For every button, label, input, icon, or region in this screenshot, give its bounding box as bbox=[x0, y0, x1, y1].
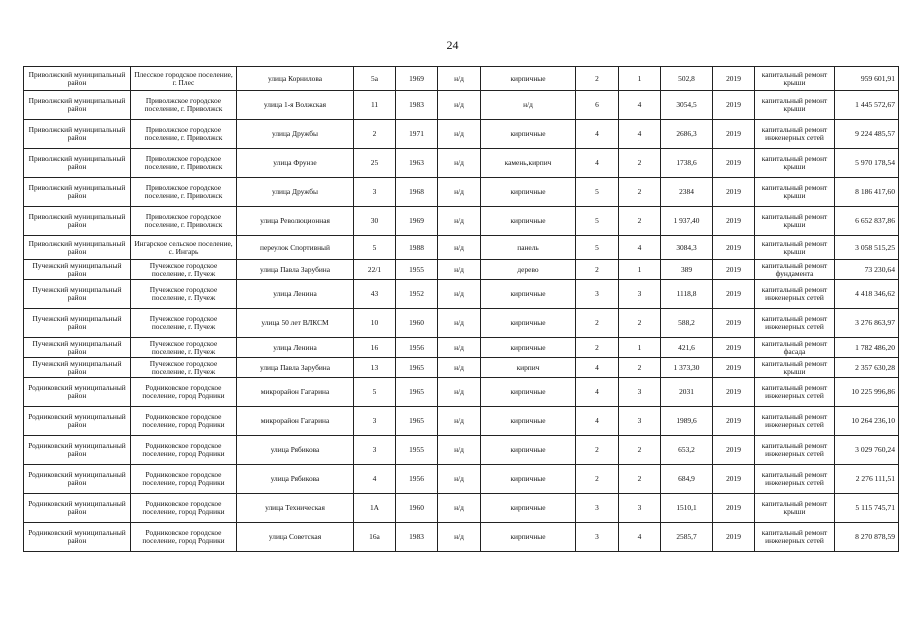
settlement-cell: Пучежское городское поселение, г. Пучеж bbox=[131, 309, 237, 338]
build-year-cell: 1968 bbox=[396, 178, 438, 207]
settlement-cell: Приволжское городское поселение, г. Приволжск bbox=[131, 207, 237, 236]
build-year-cell: 1965 bbox=[396, 358, 438, 378]
floors-cell: 5 bbox=[576, 178, 619, 207]
entrances-cell: 3 bbox=[619, 407, 661, 436]
house-number-cell: 2 bbox=[354, 120, 396, 149]
area-cell: 1738,6 bbox=[661, 149, 713, 178]
district-cell: Родниковский муниципальный район bbox=[24, 378, 131, 407]
work-type-cell: капитальный ремонт фундамента bbox=[755, 260, 835, 280]
floors-cell: 4 bbox=[576, 149, 619, 178]
street-cell: микрорайон Гагарина bbox=[237, 407, 354, 436]
settlement-cell: Ингарское сельское поселение, с. Ингарь bbox=[131, 236, 237, 260]
work-type-cell: капитальный ремонт крыши bbox=[755, 178, 835, 207]
plan-year-cell: 2019 bbox=[713, 407, 755, 436]
house-number-cell: 3 bbox=[354, 407, 396, 436]
area-cell: 3084,3 bbox=[661, 236, 713, 260]
house-number-cell: 16а bbox=[354, 523, 396, 552]
wall-material-cell: кирпичные bbox=[481, 523, 576, 552]
table-row bbox=[24, 338, 899, 358]
cost-cell: 5 115 745,71 bbox=[835, 494, 899, 523]
cost-cell: 10 264 236,10 bbox=[835, 407, 899, 436]
entrances-cell: 3 bbox=[619, 378, 661, 407]
work-type-cell: капитальный ремонт крыши bbox=[755, 67, 835, 91]
cost-cell: 959 601,91 bbox=[835, 67, 899, 91]
plan-year-cell: 2019 bbox=[713, 338, 755, 358]
cost-cell: 6 652 837,86 bbox=[835, 207, 899, 236]
work-type-cell: капитальный ремонт инженерных сетей bbox=[755, 465, 835, 494]
plan-year-cell: 2019 bbox=[713, 120, 755, 149]
district-cell: Приволжский муниципальный район bbox=[24, 67, 131, 91]
settlement-cell: Пучежское городское поселение, г. Пучеж bbox=[131, 338, 237, 358]
wall-material-cell: кирпичные bbox=[481, 178, 576, 207]
table-row bbox=[24, 407, 899, 436]
build-year-cell: 1963 bbox=[396, 149, 438, 178]
build-year-cell: 1960 bbox=[396, 309, 438, 338]
work-type-cell: капитальный ремонт инженерных сетей bbox=[755, 309, 835, 338]
plan-year-cell: 2019 bbox=[713, 236, 755, 260]
district-cell: Приволжский муниципальный район bbox=[24, 207, 131, 236]
street-cell: улица 50 лет ВЛКСМ bbox=[237, 309, 354, 338]
floors-cell: 2 bbox=[576, 260, 619, 280]
wall-material-cell: панель bbox=[481, 236, 576, 260]
district-cell: Приволжский муниципальный район bbox=[24, 149, 131, 178]
house-number-cell: 5 bbox=[354, 378, 396, 407]
cost-cell: 8 270 878,59 bbox=[835, 523, 899, 552]
work-type-cell: капитальный ремонт инженерных сетей bbox=[755, 436, 835, 465]
entrances-cell: 4 bbox=[619, 120, 661, 149]
cost-cell: 10 225 996,86 bbox=[835, 378, 899, 407]
plan-year-cell: 2019 bbox=[713, 436, 755, 465]
area-cell: 421,6 bbox=[661, 338, 713, 358]
area-cell: 588,2 bbox=[661, 309, 713, 338]
area-cell: 3054,5 bbox=[661, 91, 713, 120]
extra-cell: н/д bbox=[438, 149, 481, 178]
entrances-cell: 3 bbox=[619, 280, 661, 309]
cost-cell: 3 058 515,25 bbox=[835, 236, 899, 260]
cost-cell: 8 186 417,60 bbox=[835, 178, 899, 207]
cost-cell: 73 230,64 bbox=[835, 260, 899, 280]
build-year-cell: 1983 bbox=[396, 91, 438, 120]
wall-material-cell: кирпичные bbox=[481, 280, 576, 309]
extra-cell: н/д bbox=[438, 178, 481, 207]
entrances-cell: 1 bbox=[619, 67, 661, 91]
area-cell: 2686,3 bbox=[661, 120, 713, 149]
district-cell: Пучежский муниципальный район bbox=[24, 260, 131, 280]
cost-cell: 5 970 178,54 bbox=[835, 149, 899, 178]
settlement-cell: Родниковское городское поселение, город Родники bbox=[131, 378, 237, 407]
settlement-cell: Пучежское городское поселение, г. Пучеж bbox=[131, 260, 237, 280]
extra-cell: н/д bbox=[438, 260, 481, 280]
table-row bbox=[24, 358, 899, 378]
house-number-cell: 13 bbox=[354, 358, 396, 378]
entrances-cell: 4 bbox=[619, 91, 661, 120]
area-cell: 1118,8 bbox=[661, 280, 713, 309]
plan-year-cell: 2019 bbox=[713, 260, 755, 280]
floors-cell: 2 bbox=[576, 436, 619, 465]
settlement-cell: Приволжское городское поселение, г. Приволжск bbox=[131, 120, 237, 149]
district-cell: Пучежский муниципальный район bbox=[24, 338, 131, 358]
street-cell: улица Дружбы bbox=[237, 178, 354, 207]
wall-material-cell: камень,кирпич bbox=[481, 149, 576, 178]
area-cell: 389 bbox=[661, 260, 713, 280]
settlement-cell: Приволжское городское поселение, г. Приволжск bbox=[131, 91, 237, 120]
district-cell: Приволжский муниципальный район bbox=[24, 91, 131, 120]
settlement-cell: Родниковское городское поселение, город Родники bbox=[131, 523, 237, 552]
floors-cell: 2 bbox=[576, 309, 619, 338]
house-number-cell: 25 bbox=[354, 149, 396, 178]
entrances-cell: 1 bbox=[619, 260, 661, 280]
table-row bbox=[24, 91, 899, 120]
table-row bbox=[24, 378, 899, 407]
extra-cell: н/д bbox=[438, 436, 481, 465]
floors-cell: 2 bbox=[576, 465, 619, 494]
entrances-cell: 2 bbox=[619, 178, 661, 207]
entrances-cell: 4 bbox=[619, 236, 661, 260]
extra-cell: н/д bbox=[438, 494, 481, 523]
floors-cell: 3 bbox=[576, 523, 619, 552]
table-row bbox=[24, 260, 899, 280]
area-cell: 2384 bbox=[661, 178, 713, 207]
work-type-cell: капитальный ремонт крыши bbox=[755, 207, 835, 236]
extra-cell: н/д bbox=[438, 378, 481, 407]
settlement-cell: Родниковское городское поселение, город Родники bbox=[131, 494, 237, 523]
table-row bbox=[24, 178, 899, 207]
area-cell: 684,9 bbox=[661, 465, 713, 494]
district-cell: Пучежский муниципальный район bbox=[24, 309, 131, 338]
floors-cell: 4 bbox=[576, 407, 619, 436]
build-year-cell: 1955 bbox=[396, 436, 438, 465]
housing-repair-table bbox=[23, 66, 899, 552]
work-type-cell: капитальный ремонт инженерных сетей bbox=[755, 280, 835, 309]
house-number-cell: 43 bbox=[354, 280, 396, 309]
plan-year-cell: 2019 bbox=[713, 309, 755, 338]
plan-year-cell: 2019 bbox=[713, 280, 755, 309]
area-cell: 1510,1 bbox=[661, 494, 713, 523]
cost-cell: 9 224 485,57 bbox=[835, 120, 899, 149]
house-number-cell: 5а bbox=[354, 67, 396, 91]
cost-cell: 3 276 863,97 bbox=[835, 309, 899, 338]
build-year-cell: 1988 bbox=[396, 236, 438, 260]
build-year-cell: 1965 bbox=[396, 407, 438, 436]
extra-cell: н/д bbox=[438, 465, 481, 494]
work-type-cell: капитальный ремонт крыши bbox=[755, 91, 835, 120]
floors-cell: 3 bbox=[576, 280, 619, 309]
table-body bbox=[24, 67, 899, 552]
table-row bbox=[24, 465, 899, 494]
plan-year-cell: 2019 bbox=[713, 91, 755, 120]
entrances-cell: 2 bbox=[619, 207, 661, 236]
table-row bbox=[24, 67, 899, 91]
plan-year-cell: 2019 bbox=[713, 494, 755, 523]
plan-year-cell: 2019 bbox=[713, 358, 755, 378]
table-row bbox=[24, 236, 899, 260]
extra-cell: н/д bbox=[438, 207, 481, 236]
build-year-cell: 1965 bbox=[396, 378, 438, 407]
floors-cell: 5 bbox=[576, 207, 619, 236]
plan-year-cell: 2019 bbox=[713, 465, 755, 494]
extra-cell: н/д bbox=[438, 309, 481, 338]
area-cell: 2031 bbox=[661, 378, 713, 407]
house-number-cell: 5 bbox=[354, 236, 396, 260]
street-cell: улица Рябикова bbox=[237, 436, 354, 465]
settlement-cell: Родниковское городское поселение, город Родники bbox=[131, 407, 237, 436]
cost-cell: 1 445 572,67 bbox=[835, 91, 899, 120]
district-cell: Родниковский муниципальный район bbox=[24, 523, 131, 552]
street-cell: улица Дружбы bbox=[237, 120, 354, 149]
street-cell: микрорайон Гагарина bbox=[237, 378, 354, 407]
settlement-cell: Приволжское городское поселение, г. Приволжск bbox=[131, 178, 237, 207]
floors-cell: 2 bbox=[576, 338, 619, 358]
house-number-cell: 11 bbox=[354, 91, 396, 120]
work-type-cell: капитальный ремонт крыши bbox=[755, 236, 835, 260]
table-row bbox=[24, 280, 899, 309]
area-cell: 653,2 bbox=[661, 436, 713, 465]
district-cell: Родниковский муниципальный район bbox=[24, 407, 131, 436]
entrances-cell: 1 bbox=[619, 338, 661, 358]
street-cell: улица Революционная bbox=[237, 207, 354, 236]
district-cell: Пучежский муниципальный район bbox=[24, 280, 131, 309]
street-cell: улица Техническая bbox=[237, 494, 354, 523]
work-type-cell: капитальный ремонт крыши bbox=[755, 358, 835, 378]
plan-year-cell: 2019 bbox=[713, 378, 755, 407]
street-cell: улица Рябикова bbox=[237, 465, 354, 494]
wall-material-cell: кирпичные bbox=[481, 494, 576, 523]
district-cell: Приволжский муниципальный район bbox=[24, 236, 131, 260]
floors-cell: 5 bbox=[576, 236, 619, 260]
house-number-cell: 4 bbox=[354, 465, 396, 494]
extra-cell: н/д bbox=[438, 523, 481, 552]
area-cell: 2585,7 bbox=[661, 523, 713, 552]
build-year-cell: 1983 bbox=[396, 523, 438, 552]
district-cell: Пучежский муниципальный район bbox=[24, 358, 131, 378]
work-type-cell: капитальный ремонт фасада bbox=[755, 338, 835, 358]
cost-cell: 2 357 630,28 bbox=[835, 358, 899, 378]
street-cell: улица Советская bbox=[237, 523, 354, 552]
entrances-cell: 2 bbox=[619, 358, 661, 378]
table-row bbox=[24, 149, 899, 178]
work-type-cell: капитальный ремонт инженерных сетей bbox=[755, 378, 835, 407]
settlement-cell: Родниковское городское поселение, город Родники bbox=[131, 465, 237, 494]
extra-cell: н/д bbox=[438, 67, 481, 91]
house-number-cell: 30 bbox=[354, 207, 396, 236]
district-cell: Родниковский муниципальный район bbox=[24, 436, 131, 465]
street-cell: улица Корнилова bbox=[237, 67, 354, 91]
cost-cell: 2 276 111,51 bbox=[835, 465, 899, 494]
table-row bbox=[24, 523, 899, 552]
house-number-cell: 10 bbox=[354, 309, 396, 338]
extra-cell: н/д bbox=[438, 358, 481, 378]
entrances-cell: 2 bbox=[619, 465, 661, 494]
cost-cell: 3 029 760,24 bbox=[835, 436, 899, 465]
street-cell: улица 1-я Волжская bbox=[237, 91, 354, 120]
entrances-cell: 3 bbox=[619, 494, 661, 523]
area-cell: 1 373,30 bbox=[661, 358, 713, 378]
wall-material-cell: н/д bbox=[481, 91, 576, 120]
extra-cell: н/д bbox=[438, 280, 481, 309]
wall-material-cell: кирпичные bbox=[481, 338, 576, 358]
house-number-cell: 3 bbox=[354, 436, 396, 465]
work-type-cell: капитальный ремонт крыши bbox=[755, 494, 835, 523]
street-cell: улица Фрунзе bbox=[237, 149, 354, 178]
build-year-cell: 1956 bbox=[396, 338, 438, 358]
entrances-cell: 4 bbox=[619, 523, 661, 552]
settlement-cell: Плесское городское поселение, г. Плес bbox=[131, 67, 237, 91]
area-cell: 1 937,40 bbox=[661, 207, 713, 236]
table-row bbox=[24, 207, 899, 236]
district-cell: Приволжский муниципальный район bbox=[24, 178, 131, 207]
street-cell: улица Ленина bbox=[237, 338, 354, 358]
wall-material-cell: кирпичные bbox=[481, 67, 576, 91]
extra-cell: н/д bbox=[438, 407, 481, 436]
district-cell: Родниковский муниципальный район bbox=[24, 494, 131, 523]
wall-material-cell: кирпичные bbox=[481, 309, 576, 338]
street-cell: улица Павла Зарубина bbox=[237, 358, 354, 378]
cost-cell: 1 782 486,20 bbox=[835, 338, 899, 358]
work-type-cell: капитальный ремонт инженерных сетей bbox=[755, 407, 835, 436]
table-row bbox=[24, 494, 899, 523]
plan-year-cell: 2019 bbox=[713, 178, 755, 207]
floors-cell: 2 bbox=[576, 67, 619, 91]
house-number-cell: 3 bbox=[354, 178, 396, 207]
settlement-cell: Пучежское городское поселение, г. Пучеж bbox=[131, 358, 237, 378]
house-number-cell: 22/1 bbox=[354, 260, 396, 280]
plan-year-cell: 2019 bbox=[713, 207, 755, 236]
wall-material-cell: дерево bbox=[481, 260, 576, 280]
settlement-cell: Пучежское городское поселение, г. Пучеж bbox=[131, 280, 237, 309]
street-cell: переулок Спортивный bbox=[237, 236, 354, 260]
entrances-cell: 2 bbox=[619, 436, 661, 465]
floors-cell: 4 bbox=[576, 120, 619, 149]
wall-material-cell: кирпичные bbox=[481, 465, 576, 494]
wall-material-cell: кирпичные bbox=[481, 436, 576, 465]
area-cell: 1989,6 bbox=[661, 407, 713, 436]
street-cell: улица Ленина bbox=[237, 280, 354, 309]
build-year-cell: 1969 bbox=[396, 67, 438, 91]
table-row bbox=[24, 120, 899, 149]
build-year-cell: 1960 bbox=[396, 494, 438, 523]
street-cell: улица Павла Зарубина bbox=[237, 260, 354, 280]
wall-material-cell: кирпичные bbox=[481, 378, 576, 407]
extra-cell: н/д bbox=[438, 236, 481, 260]
work-type-cell: капитальный ремонт инженерных сетей bbox=[755, 120, 835, 149]
plan-year-cell: 2019 bbox=[713, 67, 755, 91]
plan-year-cell: 2019 bbox=[713, 523, 755, 552]
wall-material-cell: кирпичные bbox=[481, 120, 576, 149]
district-cell: Приволжский муниципальный район bbox=[24, 120, 131, 149]
settlement-cell: Приволжское городское поселение, г. Приволжск bbox=[131, 149, 237, 178]
build-year-cell: 1956 bbox=[396, 465, 438, 494]
table-row bbox=[24, 309, 899, 338]
plan-year-cell: 2019 bbox=[713, 149, 755, 178]
house-number-cell: 16 bbox=[354, 338, 396, 358]
entrances-cell: 2 bbox=[619, 309, 661, 338]
page-number: 24 bbox=[446, 38, 459, 52]
wall-material-cell: кирпичные bbox=[481, 407, 576, 436]
wall-material-cell: кирпичные bbox=[481, 207, 576, 236]
area-cell: 502,8 bbox=[661, 67, 713, 91]
cost-cell: 4 418 346,62 bbox=[835, 280, 899, 309]
floors-cell: 6 bbox=[576, 91, 619, 120]
floors-cell: 4 bbox=[576, 358, 619, 378]
floors-cell: 4 bbox=[576, 378, 619, 407]
house-number-cell: 1А bbox=[354, 494, 396, 523]
build-year-cell: 1955 bbox=[396, 260, 438, 280]
work-type-cell: капитальный ремонт инженерных сетей bbox=[755, 523, 835, 552]
build-year-cell: 1969 bbox=[396, 207, 438, 236]
district-cell: Родниковский муниципальный район bbox=[24, 465, 131, 494]
wall-material-cell: кирпич bbox=[481, 358, 576, 378]
extra-cell: н/д bbox=[438, 120, 481, 149]
entrances-cell: 2 bbox=[619, 149, 661, 178]
extra-cell: н/д bbox=[438, 338, 481, 358]
extra-cell: н/д bbox=[438, 91, 481, 120]
settlement-cell: Родниковское городское поселение, город Родники bbox=[131, 436, 237, 465]
build-year-cell: 1952 bbox=[396, 280, 438, 309]
table-row bbox=[24, 436, 899, 465]
floors-cell: 3 bbox=[576, 494, 619, 523]
build-year-cell: 1971 bbox=[396, 120, 438, 149]
work-type-cell: капитальный ремонт крыши bbox=[755, 149, 835, 178]
